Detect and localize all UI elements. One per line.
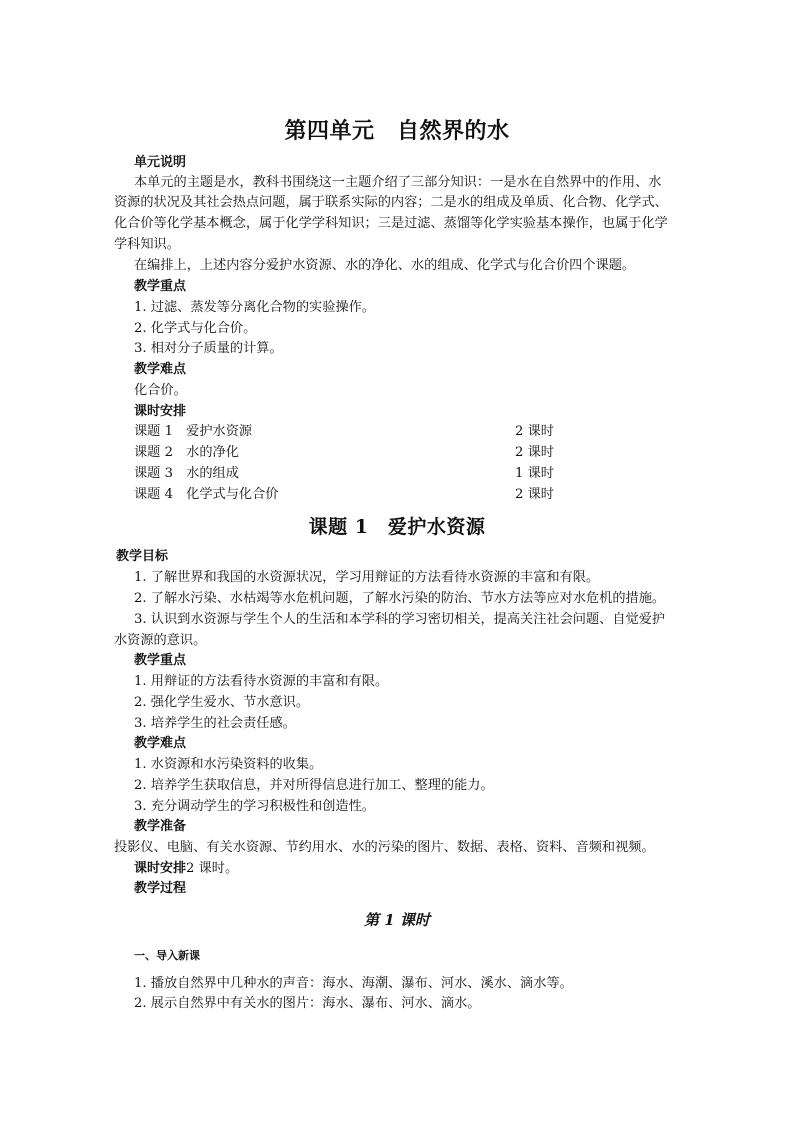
unit-intro-line: 在编排上，上述内容分爱护水资源、水的净化、水的组成、化学式与化合价四个课题。 <box>134 258 636 273</box>
lesson-goal-line: 3. 认识到水资源与学生个人的生活和本学科的学习密切相关，提高关注社会问题、自觉爱护 <box>134 612 666 627</box>
schedule-hours: 2 课时 <box>515 424 554 439</box>
lesson-difficulty-item: 2. 培养学生获取信息，并对所得信息进行加工、整理的能力。 <box>134 778 494 793</box>
unit-intro-line: 资源的状况及其社会热点问题，属于联系实际的内容；二是水的组成及单质、化合物、化学式、 <box>114 195 668 210</box>
unit-intro-line: 化合价等化学基本概念，属于化学学科知识；三是过滤、蒸馏等化学实验基本操作，也属于化学 <box>114 216 668 231</box>
schedule-hours: 1 课时 <box>515 466 554 481</box>
unit-key-points-label: 教学重点 <box>134 279 187 294</box>
lesson-key-points-label: 教学重点 <box>134 653 187 668</box>
lesson-goal-line: 水资源的意识。 <box>114 633 207 648</box>
schedule-hours: 2 课时 <box>515 487 554 502</box>
lesson-key-point: 2. 强化学生爱水、节水意识。 <box>134 695 310 710</box>
unit-title: 第四单元 自然界的水 <box>284 118 510 144</box>
lesson-goal-line: 1. 了解世界和我国的水资源状况，学习用辩证的方法看待水资源的丰富和有限。 <box>134 570 600 585</box>
unit-difficulty: 化合价。 <box>134 383 187 398</box>
unit-key-point: 2. 化学式与化合价。 <box>134 321 257 336</box>
lesson-step: 1. 播放自然界中几种水的声音：海水、海潮、瀑布、河水、溪水、滴水等。 <box>134 976 573 991</box>
schedule-hours: 2 课时 <box>515 445 554 460</box>
lesson-schedule-label: 课时安排 <box>134 861 187 876</box>
lesson-step: 2. 展示自然界中有关水的图片：海水、瀑布、河水、滴水。 <box>134 996 481 1011</box>
lesson-difficulty-label: 教学难点 <box>134 736 187 751</box>
unit-intro-line: 学科知识。 <box>114 237 180 252</box>
lesson-schedule <box>134 857 238 876</box>
lesson-prep: 投影仪、电脑、有关水资源、节约用水、水的污染的图片、数据、表格、资料、音频和视频。 <box>114 840 655 855</box>
unit-key-point: 3. 相对分子质量的计算。 <box>134 341 283 356</box>
lesson-goal-line: 2. 了解水污染、水枯竭等水危机问题，了解水污染的防治、节水方法等应对水危机的措施。 <box>134 591 666 606</box>
lesson-goals-label: 教学目标 <box>116 549 169 564</box>
lesson-title: 课题 1 爱护水资源 <box>308 516 486 538</box>
section-label: 一、导入新课 <box>134 949 200 962</box>
period-title: 第 1 课时 <box>364 911 430 929</box>
unit-key-point: 1. 过滤、蒸发等分离化合物的实验操作。 <box>134 300 375 315</box>
lesson-prep-label: 教学准备 <box>134 819 187 834</box>
unit-intro-label: 单元说明 <box>134 155 187 170</box>
lesson-difficulty-item: 1. 水资源和水污染资料的收集。 <box>134 757 323 772</box>
schedule-topic: 课题 3 水的组成 <box>134 466 239 481</box>
unit-difficulty-label: 教学难点 <box>134 362 187 377</box>
schedule-topic: 课题 2 水的净化 <box>134 445 239 460</box>
schedule-topic: 课题 1 爱护水资源 <box>134 424 253 439</box>
lesson-difficulty-item: 3. 充分调动学生的学习积极性和创造性。 <box>134 799 375 814</box>
schedule-topic: 课题 4 化学式与化合价 <box>134 487 279 502</box>
unit-schedule-label: 课时安排 <box>134 404 187 419</box>
lesson-schedule-value: 2 课时。 <box>186 861 239 876</box>
lesson-key-point: 3. 培养学生的社会责任感。 <box>134 716 296 731</box>
lesson-key-point: 1. 用辩证的方法看待水资源的丰富和有限。 <box>134 674 389 689</box>
unit-intro-line: 本单元的主题是水，教科书围绕这一主题介绍了三部分知识：一是水在自然界中的作用、水 <box>134 175 662 190</box>
lesson-process-label: 教学过程 <box>134 881 187 896</box>
